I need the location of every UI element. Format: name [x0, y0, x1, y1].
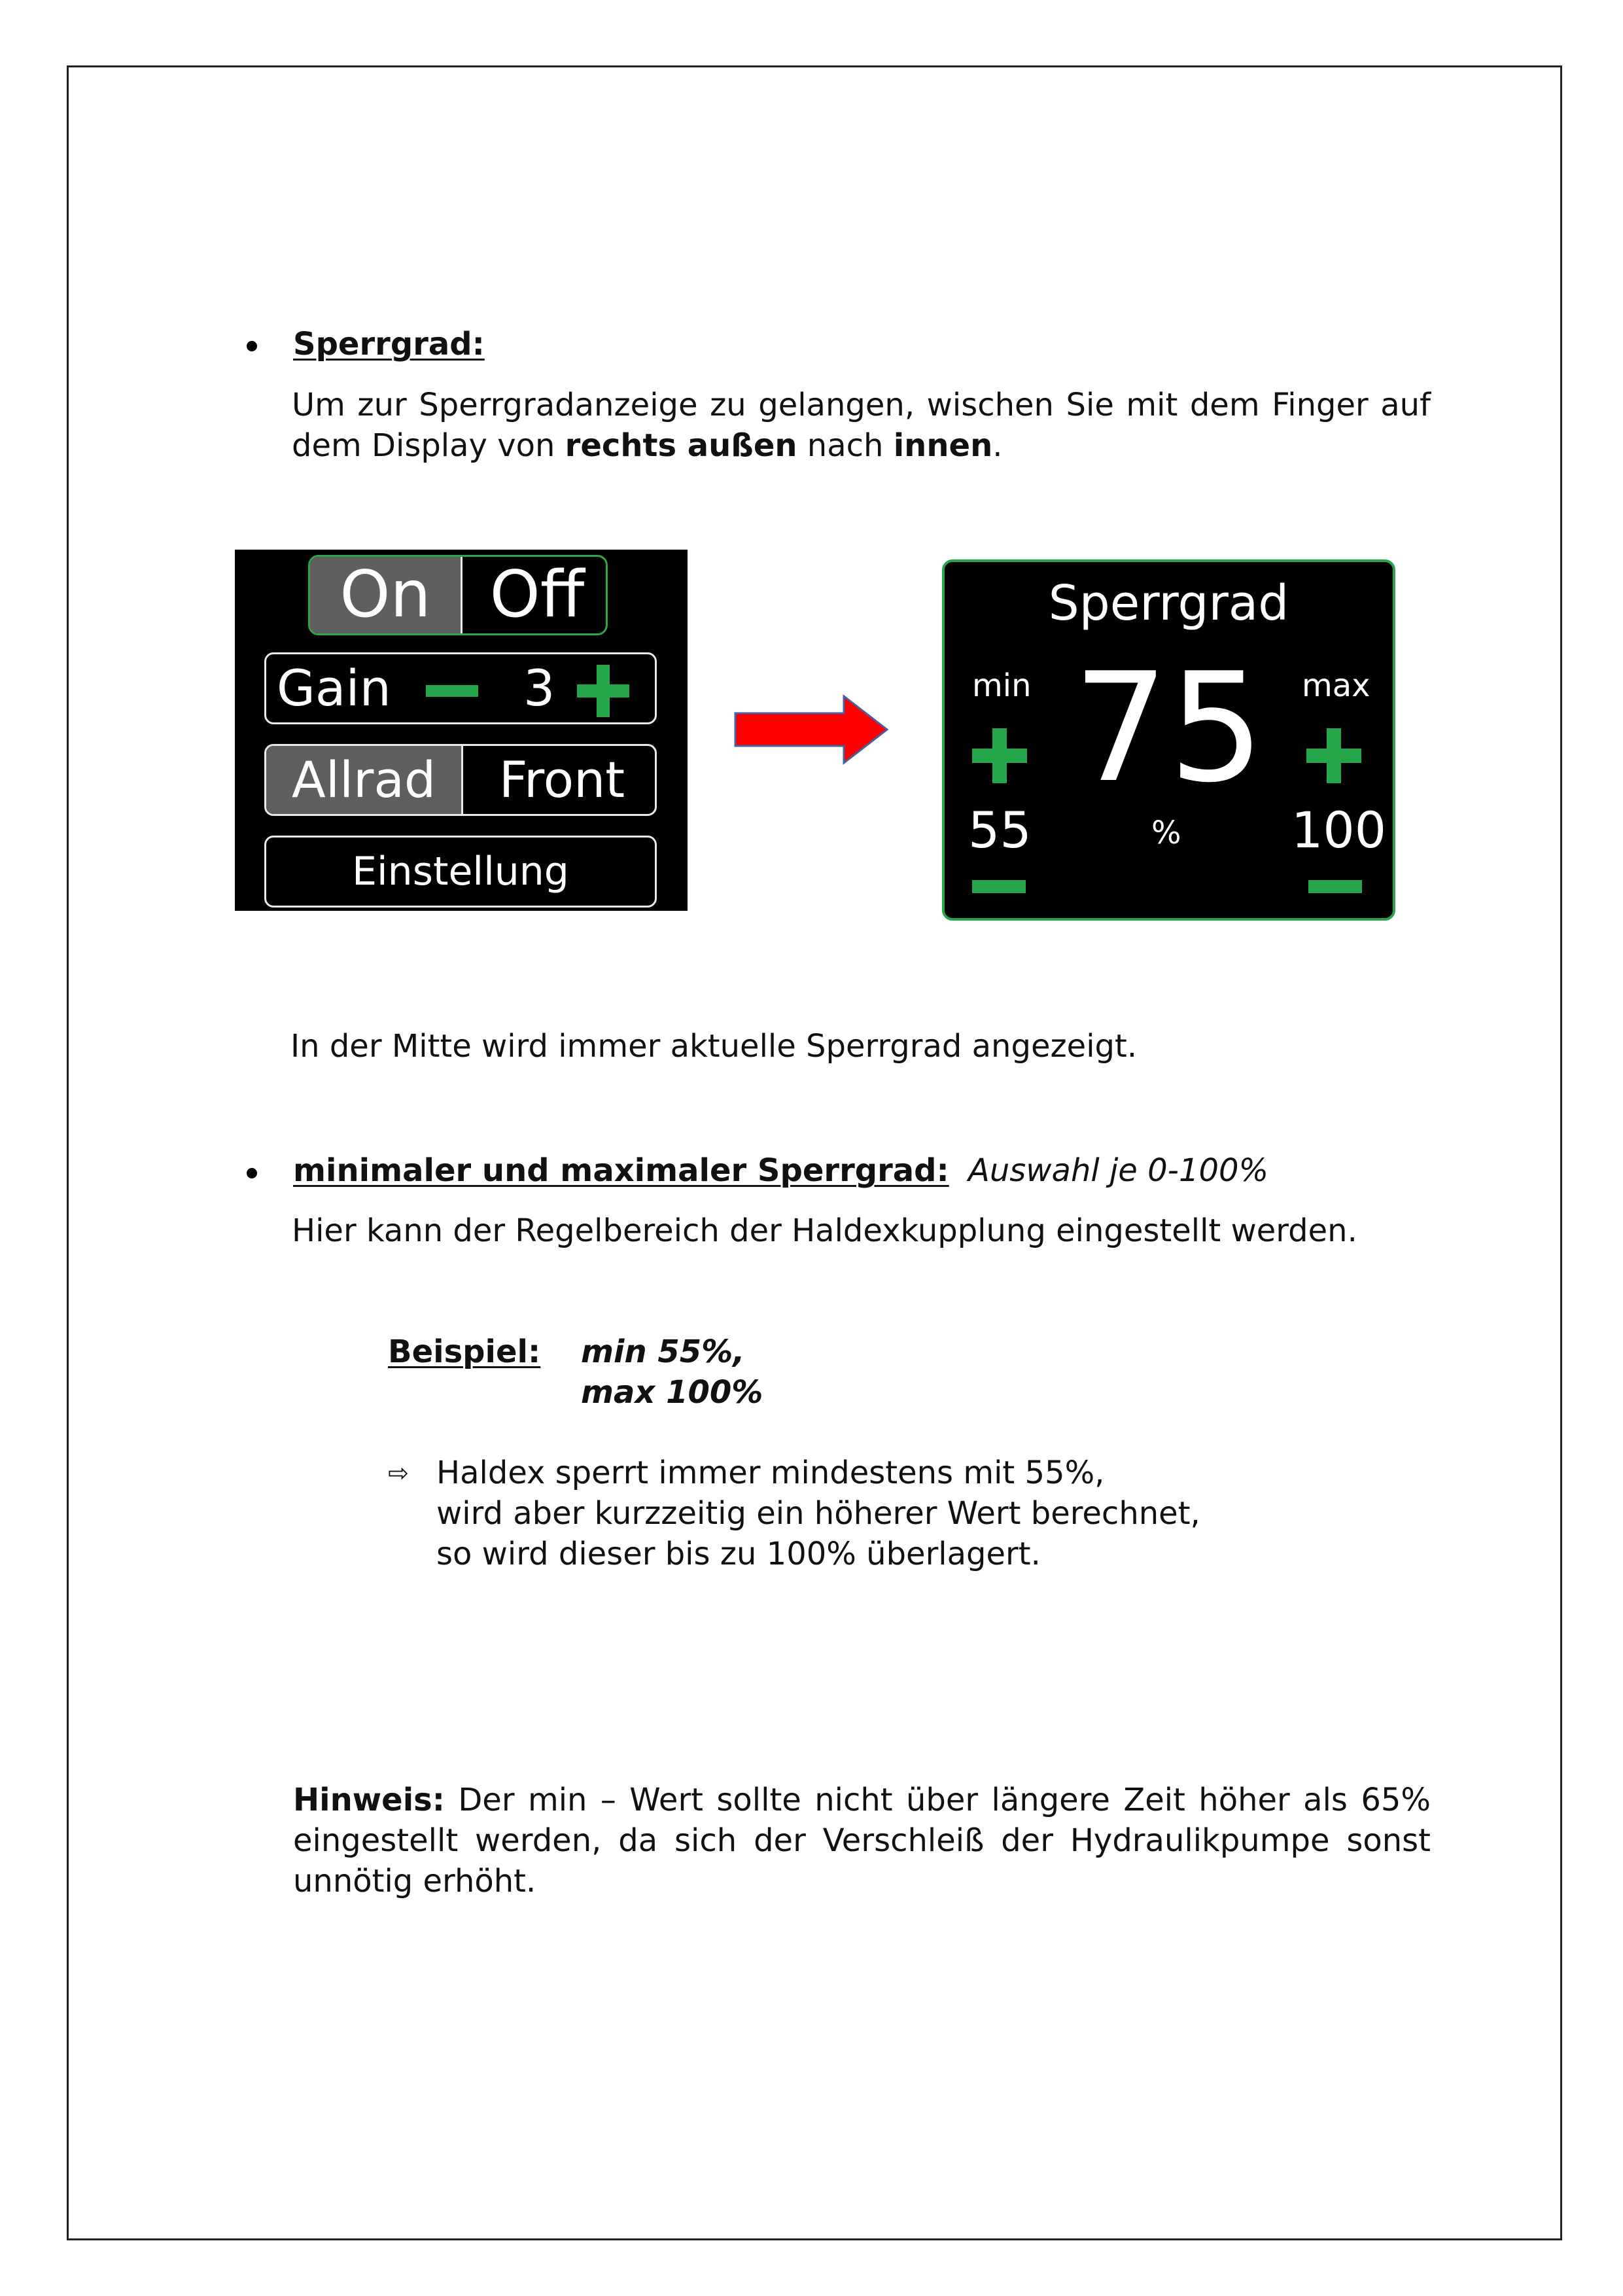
save-settings-button[interactable]: Einstellung speichern [264, 836, 657, 908]
intro-line-2: dem Display von rechts außen nach innen. [292, 427, 1003, 464]
example-line-1: min 55%, [581, 1333, 745, 1370]
heading-min-max: minimaler und maximaler Sperrgrad: [293, 1152, 949, 1189]
result-arrow-icon: ⇨ [388, 1458, 409, 1487]
bullet-min-max [247, 1168, 257, 1178]
result-line-1: Haldex sperrt immer mindestens mit 55%, [436, 1455, 1105, 1491]
range-note: Auswahl je 0-100% [968, 1152, 1269, 1189]
on-option[interactable]: On [310, 557, 461, 633]
off-option[interactable]: Off [461, 557, 608, 633]
sperrgrad-screen-image [942, 559, 1395, 921]
hint-line-2: eingestellt werden, da sich der Verschleiß der Hydraulikpumpe sonst [293, 1822, 1431, 1859]
settings-screen-image [235, 550, 688, 963]
min-minus-icon[interactable] [972, 880, 1026, 893]
bullet-sperrgrad [247, 341, 257, 351]
on-off-toggle[interactable] [308, 555, 608, 635]
current-sperrgrad-value: 75 [1073, 641, 1265, 816]
hint-label: Hinweis: [293, 1782, 445, 1818]
max-label: max [1302, 667, 1370, 704]
result-line-3: so wird dieser bis zu 100% überlagert. [436, 1536, 1041, 1572]
max-minus-icon[interactable] [1308, 880, 1362, 893]
example-line-2: max 100% [581, 1374, 763, 1411]
allrad-option[interactable]: Allrad [266, 746, 461, 814]
result-line-2: wird aber kurzzeitig ein höherer Wert berechnet, [436, 1495, 1200, 1532]
min-max-description: Hier kann der Regelbereich der Haldexkupplung eingestellt werden. [292, 1212, 1357, 1249]
intro-line-1: Um zur Sperrgradanzeige zu gelangen, wischen Sie mit dem Finger auf [292, 387, 1431, 423]
hint-line-3: unnötig erhöht. [293, 1863, 536, 1899]
gain-label: Gain [277, 659, 391, 717]
gain-minus-icon[interactable] [426, 685, 478, 697]
max-value: 100 [1291, 801, 1387, 859]
arrow-right-icon [733, 694, 891, 766]
heading-sperrgrad: Sperrgrad: [293, 326, 485, 362]
gain-value: 3 [523, 659, 555, 717]
front-option[interactable]: Front [461, 746, 657, 814]
example-label: Beispiel: [388, 1333, 541, 1370]
hint-line-1: Hinweis: Der min – Wert sollte nicht über längere Zeit höher als 65% [293, 1782, 1431, 1818]
sperrgrad-screen-title: Sperrgrad [1048, 575, 1289, 631]
min-value: 55 [968, 801, 1032, 859]
middle-note: In der Mitte wird immer aktuelle Sperrgrad angezeigt. [290, 1028, 1138, 1065]
drive-mode-toggle[interactable] [264, 744, 657, 816]
percent-unit: % [1151, 815, 1181, 851]
min-label: min [972, 667, 1032, 704]
gain-control [264, 652, 657, 724]
